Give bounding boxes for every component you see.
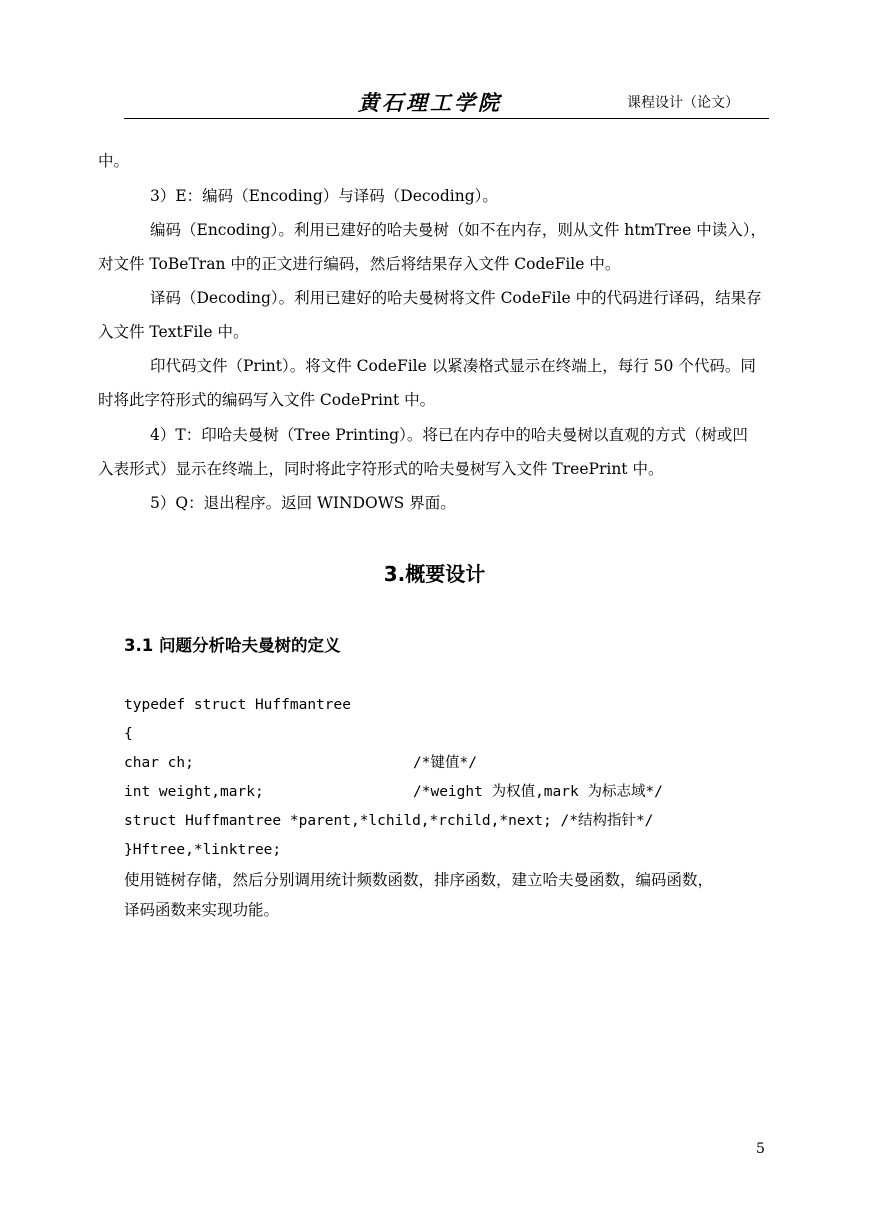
code-comment: /*键值*/ — [413, 755, 477, 771]
body-line: 编码（Encoding）。利用已建好的哈夫曼树（如不在内存，则从文件 htmTree 中读入）， — [150, 221, 766, 239]
body-line: 译码（Decoding）。利用已建好的哈夫曼树将文件 CodeFile 中的代码进行译码，结果存 — [150, 289, 762, 307]
section-title: 3.概要设计 — [383, 562, 486, 586]
body-line: 入文件 TextFile 中。 — [98, 323, 249, 341]
code-line: int weight,mark; — [124, 784, 264, 800]
course-label: 课程设计（论文） — [627, 95, 739, 111]
code-line: struct Huffmantree *parent,*lchild,*rchild,*next; /*结构指针*/ — [124, 813, 654, 829]
body-line: 入表形式）显示在终端上，同时将此字符形式的哈夫曼树写入文件 TreePrint 中。 — [98, 460, 664, 478]
page-number: 5 — [756, 1141, 765, 1157]
body-line: 译码函数来实现功能。 — [124, 901, 280, 919]
subsection-title: 3.1 问题分析哈夫曼树的定义 — [124, 636, 341, 655]
code-line: { — [124, 726, 133, 742]
body-line: 时将此字符形式的编码写入文件 CodePrint 中。 — [98, 391, 436, 409]
body-line: 3）E：编码（Encoding）与译码（Decoding）。 — [150, 187, 498, 205]
body-line: 5）Q：退出程序。返回 WINDOWS 界面。 — [150, 494, 456, 512]
code-line: char ch; — [124, 755, 194, 771]
body-line: 印代码文件（Print）。将文件 CodeFile 以紧凑格式显示在终端上，每行 50 个代码。同 — [150, 357, 756, 375]
institution-logo-text: 黄石理工学院 — [358, 90, 502, 115]
body-line: 对文件 ToBeTran 中的正文进行编码，然后将结果存入文件 CodeFile 中。 — [98, 255, 621, 273]
code-line: }Hftree,*linktree; — [124, 842, 282, 858]
body-line: 使用链树存储，然后分别调用统计频数函数，排序函数，建立哈夫曼函数，编码函数， — [124, 871, 714, 889]
code-comment: /*weight 为权值,mark 为标志域*/ — [413, 784, 663, 800]
page-header — [124, 80, 769, 119]
code-line: typedef struct Huffmantree — [124, 697, 351, 713]
body-line: 中。 — [98, 152, 130, 170]
body-line: 4）T：印哈夫曼树（Tree Printing）。将已在内存中的哈夫曼树以直观的方式（树或凹 — [150, 426, 748, 444]
